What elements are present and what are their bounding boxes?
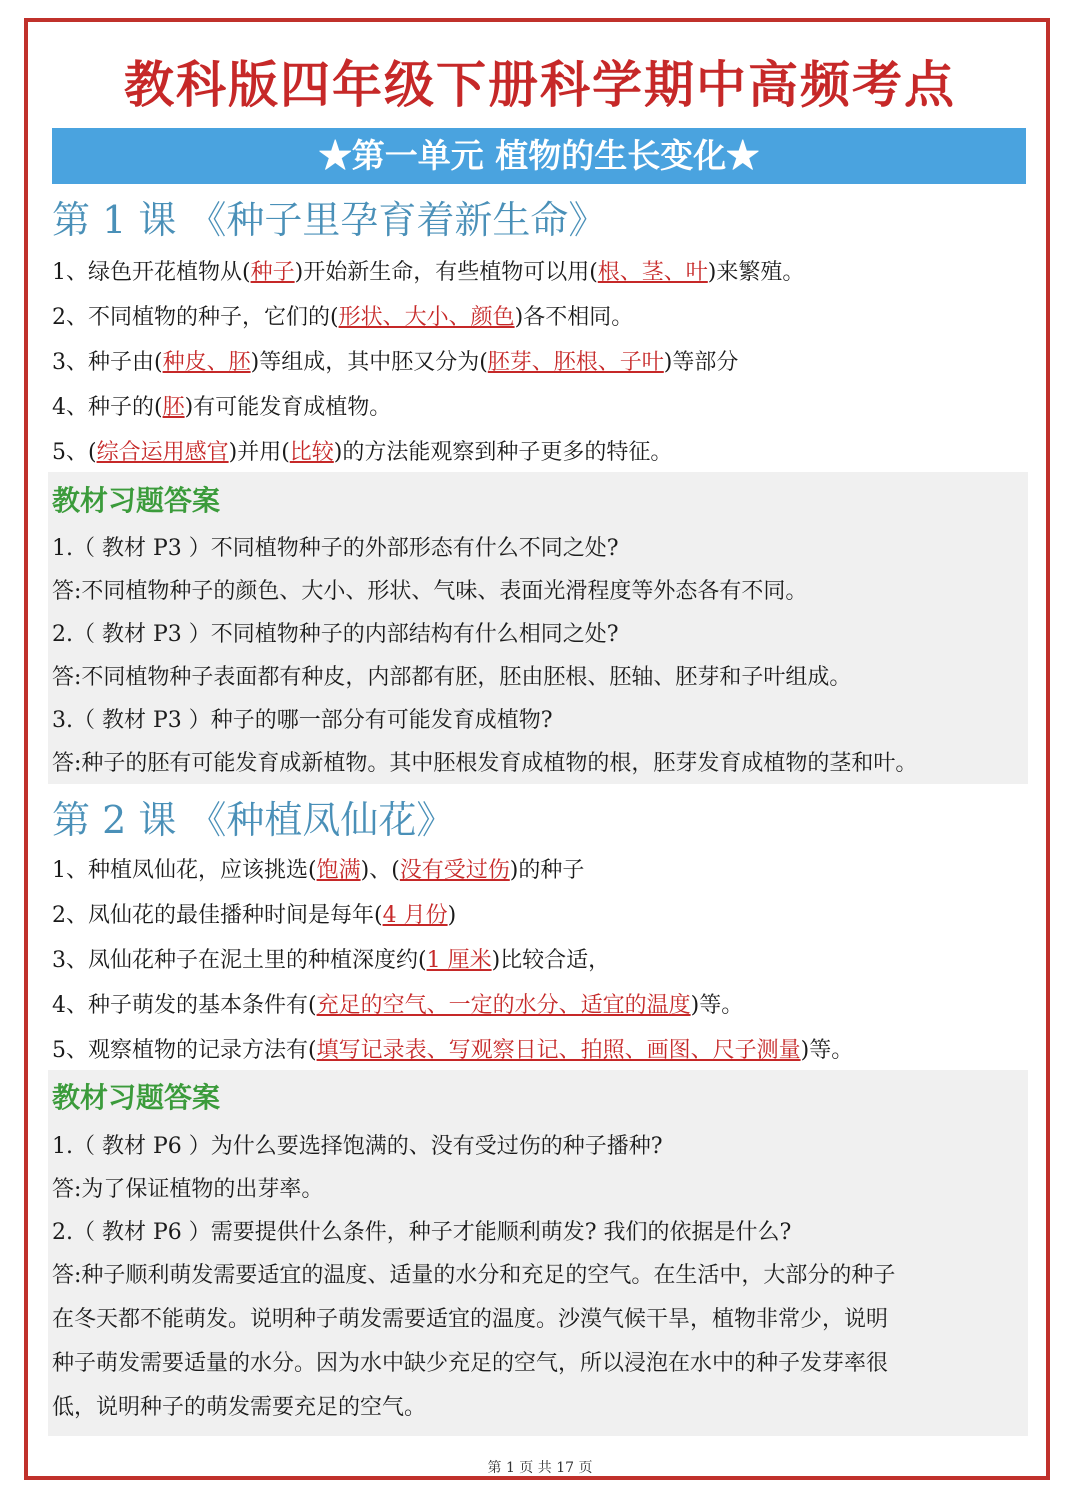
lesson-2-answer-1: 答:为了保证植物的出芽率。 — [52, 1177, 324, 1202]
lesson-1-point-3: 3、种子由(种皮、胚)等组成，其中胚又分为(胚芽、胚根、子叶)等部分 — [52, 350, 739, 375]
lesson-2-answers-panel — [48, 1070, 1028, 1436]
answer-blank: 根、茎、叶 — [597, 260, 708, 285]
lesson-2-point-5: 5、观察植物的记录方法有(填写记录表、写观察日记、拍照、画图、尺子测量)等。 — [52, 1038, 854, 1063]
answer-blank: 1 厘米 — [426, 948, 492, 973]
lesson-2-title: 第 2 课 《种植凤仙花》 — [52, 798, 455, 842]
lesson-2-question-2: 2.（ 教材 P6 ）需要提供什么条件，种子才能顺利萌发? 我们的依据是什么? — [52, 1220, 792, 1245]
page-number: 第 1 页 共 17 页 — [487, 1460, 593, 1476]
lesson-2-answer-2-line-3: 种子萌发需要适量的水分。因为水中缺少充足的空气，所以浸泡在水中的种子发芽率很 — [52, 1351, 889, 1376]
lesson-1-point-5: 5、(综合运用感官)并用(比较)的方法能观察到种子更多的特征。 — [52, 440, 673, 465]
lesson-2-point-2: 2、凤仙花的最佳播种时间是每年(4 月份) — [52, 903, 457, 928]
answer-blank: 饱满 — [316, 858, 361, 883]
answer-blank: 胚芽、胚根、子叶 — [487, 350, 664, 375]
lesson-1-answer-1: 答:不同植物种子的颜色、大小、形状、气味、表面光滑程度等外态各有不同。 — [52, 579, 808, 604]
lesson-1-answer-2: 答:不同植物种子表面都有种皮，内部都有胚，胚由胚根、胚轴、胚芽和子叶组成。 — [52, 665, 852, 690]
lesson-2-point-3: 3、凤仙花种子在泥土里的种植深度约(1 厘米)比较合适， — [52, 948, 611, 973]
lesson-1-point-1: 1、绿色开花植物从(种子)开始新生命，有些植物可以用(根、茎、叶)来繁殖。 — [52, 260, 805, 285]
lesson-1-question-3: 3.（ 教材 P3 ）种子的哪一部分有可能发育成植物? — [52, 708, 553, 733]
answer-blank: 填写记录表、写观察日记、拍照、画图、尺子测量 — [316, 1038, 801, 1063]
lesson-1-question-1: 1.（ 教材 P3 ）不同植物种子的外部形态有什么不同之处? — [52, 536, 619, 561]
answer-blank: 充足的空气、一定的水分、适宜的温度 — [316, 993, 691, 1018]
page-title: 教科版四年级下册科学期中高频考点 — [124, 56, 956, 114]
answer-blank: 综合运用感官 — [96, 440, 229, 465]
lesson-2-answers-heading: 教材习题答案 — [52, 1081, 221, 1114]
answer-blank: 种皮、胚 — [162, 350, 251, 375]
lesson-1-question-2: 2.（ 教材 P3 ）不同植物种子的内部结构有什么相同之处? — [52, 622, 619, 647]
unit-banner: ★第一单元 植物的生长变化★ — [52, 128, 1026, 184]
answer-blank: 种子 — [250, 260, 295, 285]
answer-blank: 没有受过伤 — [399, 858, 510, 883]
lesson-1-answer-3: 答:种子的胚有可能发育成新植物。其中胚根发育成植物的根，胚芽发育成植物的茎和叶。 — [52, 751, 918, 776]
lesson-1-point-2: 2、不同植物的种子，它们的(形状、大小、颜色)各不相同。 — [52, 305, 634, 330]
lesson-1-title: 第 1 课 《种子里孕育着新生命》 — [52, 198, 607, 242]
lesson-1-point-4: 4、种子的(胚)有可能发育成植物。 — [52, 395, 392, 420]
lesson-1-answers-heading: 教材习题答案 — [52, 484, 221, 517]
lesson-2-answer-2-line-4: 低，说明种子的萌发需要充足的空气。 — [52, 1395, 427, 1420]
lesson-2-point-1: 1、种植凤仙花，应该挑选(饱满)、(没有受过伤)的种子 — [52, 858, 585, 883]
answer-blank: 4 月份 — [382, 903, 448, 928]
answer-blank: 形状、大小、颜色 — [338, 305, 515, 330]
answer-blank: 胚 — [162, 395, 185, 420]
lesson-2-answer-2-line-2: 在冬天都不能萌发。说明种子萌发需要适宜的温度。沙漠气候干旱，植物非常少，说明 — [52, 1307, 889, 1332]
lesson-2-question-1: 1.（ 教材 P6 ）为什么要选择饱满的、没有受过伤的种子播种? — [52, 1134, 663, 1159]
lesson-2-point-4: 4、种子萌发的基本条件有(充足的空气、一定的水分、适宜的温度)等。 — [52, 993, 744, 1018]
answer-blank: 比较 — [289, 440, 334, 465]
lesson-2-answer-2-line-1: 答:种子顺利萌发需要适宜的温度、适量的水分和充足的空气。在生活中，大部分的种子 — [52, 1263, 896, 1288]
